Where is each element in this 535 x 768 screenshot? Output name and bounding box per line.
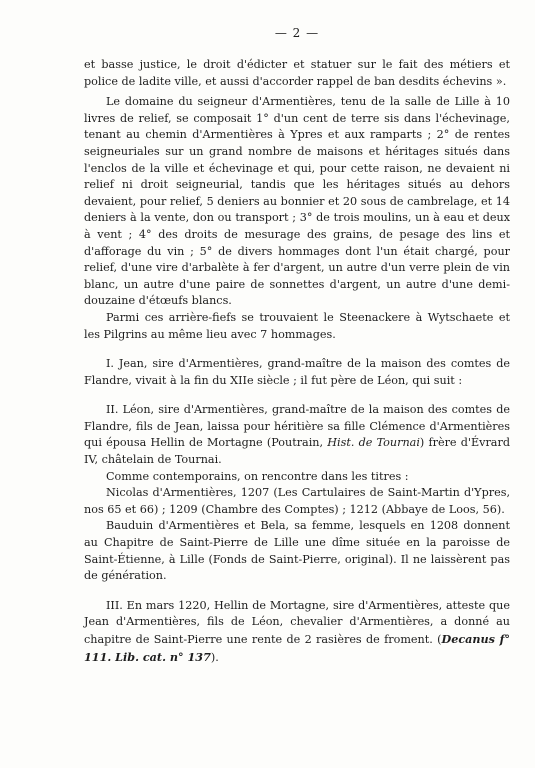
paragraph-justice-continuation: et basse justice, le droit d'édicter et statuer sur le fait des métiers et police de ladite ville, et aussi d'accorder rappel de ban desdits échevins ». [84, 58, 510, 88]
paragraph-hellin-text: III. En mars 1220, Hellin de Mortagne, sire d'Armentières, atteste que Jean d'Armentières, fils de Léon, chevalier d'Armentières, a donné au chapitre de Saint-Pierre une rente de 2 rasières de froment. ( [84, 598, 510, 646]
paragraph-arriere-fiefs: Parmi ces arrière-fiefs se trouvaient le Steenackere à Wytschaete et les Pilgrins au même lieu avec 7 hommages. [84, 310, 510, 341]
page-number: — 2 — [274, 26, 320, 40]
body-text [84, 57, 510, 666]
citation-decanus: Decanus f° 111. Lib. cat. n° 137 [84, 632, 511, 664]
paragraph-jean-sire: I. Jean, sire d'Armentières, grand-maître de la maison des comtes de Flandre, vivait à la fin du XIIe siècle ; il fut père de Léon, qui suit : [84, 357, 510, 387]
paragraph-hellin-1220 [84, 598, 510, 666]
paragraph-leon-sire [84, 402, 510, 468]
paragraph-nicolas: Nicolas d'Armentières, 1207 (Les Cartulaires de Saint-Martin d'Ypres, nos 65 et 66) ; 1209 (Chambre des Comptes) ; 1212 (Abbaye de Loos, 56). [84, 486, 510, 516]
paragraph-hellin-text-end: ). [210, 650, 219, 664]
citation-hist-tournai: Hist. de Tournai [327, 436, 420, 450]
paragraph-leon-text: II. Léon, sire d'Armentières, grand-maître de la maison des comtes de Flandre, fils de Jean, laissa pour héritière sa fille Clémence d'Armentières qui épousa Hellin de Mortagne (Poutrain, [84, 403, 510, 450]
paragraph-leon-text-end: ) frère d'Évrard IV, châtelain de Tournai. [84, 436, 510, 467]
paragraph-contemporains: Comme contemporains, on rencontre dans les titres : [106, 469, 409, 483]
paragraph-domaine: Le domaine du seigneur d'Armentières, tenu de la salle de Lille à 10 livres de relief, se composait 1° d'un cent de terre sis dans l'échevinage, tenant au chemin d'Armentières à Ypres et aux ramparts ; 2° de rentes seigneuriales sur un grand nombre de maisons et héritages situés dans l'enclos de la ville et échevinage et qui, pour cette raison, ne devaient ni relief ni droit seigneurial, tandis que les héritages situés au dehors devaient, pour relief, 5 deniers au bonnier et 20 sous de cambrelage, et 14 deniers à la vente, don ou transport ; 3° de trois moulins, un à eau et deux à vent ; 4° des droits de mesurage des grains, de pesage des lins et d'afforage du vin ; 5° de divers hommages dont l'un était chargé, pour relief, d'une vire d'arbalète à fer d'argent, un autre d'un verre plein de vin blanc, un autre d'une paire de sonnettes d'argent, un autre d'une demi-douzaine d'étœufs blancs. [84, 95, 510, 308]
paragraph-bauduin: Bauduin d'Armentières et Bela, sa femme, lesquels en 1208 donnent au Chapitre de Saint-Pierre de Lille une dîme située en la paroisse de Saint-Étienne, à Lille (Fonds de Saint-Pierre, original). Il ne laissèrent pas de génération. [84, 519, 510, 583]
